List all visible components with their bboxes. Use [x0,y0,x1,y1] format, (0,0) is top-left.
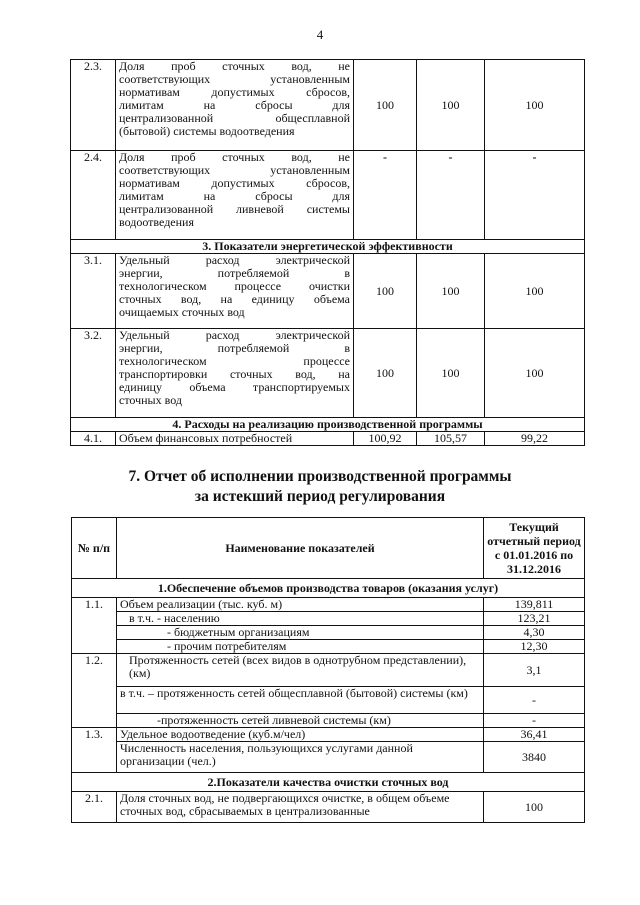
section-header [72,579,585,598]
section-header [71,240,585,254]
indicator-name: в т.ч. - населению [117,612,484,626]
value-cell: 105,57 [417,432,485,446]
value-cell: 100 [417,329,485,418]
indicator-name: - прочим потребителям [117,640,484,654]
page-number: 4 [316,27,324,42]
value-cell: - [417,151,485,240]
table-row [72,714,585,728]
table-row [71,151,585,240]
indicator-name: Удельное водоотведение (куб.м/чел) [117,728,484,742]
value-cell: - [485,151,585,240]
table-row [72,742,585,773]
section-title: 4. Расходы на реализацию производственной программы [71,418,585,432]
section-header [72,773,585,792]
value-cell: 100 [354,60,417,151]
value-cell: 4,30 [484,626,585,640]
value-cell: 99,22 [485,432,585,446]
value-cell: 100 [485,60,585,151]
indicator-name: Доля проб сточных вод, не соответствующих установленным нормативам допустимых сбросов, лимитам на сбросы для централизованной общесплавной (бытовой) системы водоотведения [116,60,354,151]
value-cell: 100 [484,792,585,823]
row-number: 1.2. [72,654,117,728]
table-row [71,60,585,151]
value-cell: 3840 [484,742,585,773]
report-table [71,517,585,823]
indicator-name: Доля проб сточных вод, не соответствующих установленным нормативам допустимых сбросов, лимитам на сбросы для централизованной ливневой системы водоотведения [116,151,354,240]
section-title: 1.Обеспечение объемов производства товаров (оказания услуг) [72,579,585,598]
value-cell: - [484,687,585,714]
section-title: 2.Показатели качества очистки сточных вод [72,773,585,792]
header-period: Текущий отчетный период с 01.01.2016 по 31.12.2016 [484,518,585,579]
table-row [71,254,585,329]
indicator-name: Удельный расход электрической энергии, потребляемой в технологическом процессе транспортировки сточных вод, на единицу объема транспортируемых сточных вод [116,329,354,418]
value-cell: 100 [417,60,485,151]
value-cell: 100,92 [354,432,417,446]
table-row [72,640,585,654]
section-7-title: 7. Отчет об исполнении производственной программы за истекший период регулирования [128,468,512,505]
row-number: 2.4. [71,151,116,240]
value-cell: 100 [485,254,585,329]
indicator-name: Протяженность сетей (всех видов в однотрубном представлении), (км) [117,654,484,687]
value-cell: 100 [485,329,585,418]
value-cell: 100 [417,254,485,329]
table-row [72,626,585,640]
section-header [71,418,585,432]
table-row [71,329,585,418]
indicator-name: Объем финансовых потребностей [116,432,354,446]
value-cell: 139,811 [484,598,585,612]
indicator-name: -протяженность сетей ливневой системы (км) [117,714,484,728]
row-number: 1.1. [72,598,117,654]
indicator-name: Численность населения, пользующихся услугами данной организации (чел.) [117,742,484,773]
row-number: 3.1. [71,254,116,329]
table-row [72,598,585,612]
row-number: 4.1. [71,432,116,446]
table-row [72,612,585,626]
row-number: 2.1. [72,792,117,823]
value-cell: 100 [354,254,417,329]
value-cell: - [354,151,417,240]
section-title: 3. Показатели энергетической эффективности [71,240,585,254]
value-cell: 100 [354,329,417,418]
value-cell: 36,41 [484,728,585,742]
header-num: № п/п [72,518,117,579]
indicator-name: в т.ч. – протяженность сетей общесплавной (бытовой) системы (км) [117,687,484,714]
indicator-name: Доля сточных вод, не подвергающихся очистке, в общем объеме сточных вод, сбрасываемых в централизованные [117,792,484,823]
indicator-name: Объем реализации (тыс. куб. м) [117,598,484,612]
indicators-table-continued [70,59,585,446]
table-header-row [72,518,585,579]
row-number: 2.3. [71,60,116,151]
indicator-name: - бюджетным организациям [117,626,484,640]
indicator-name: Удельный расход электрической энергии, потребляемой в технологическом процессе очистки сточных вод, на единицу объема очищаемых сточных вод [116,254,354,329]
value-cell: - [484,714,585,728]
row-number: 1.3. [72,728,117,773]
row-number: 3.2. [71,329,116,418]
table-row [72,687,585,714]
header-name: Наименование показателей [117,518,484,579]
table-row [72,792,585,823]
table-row [72,728,585,742]
value-cell: 3,1 [484,654,585,687]
value-cell: 12,30 [484,640,585,654]
table-row [72,654,585,687]
table-row [71,432,585,446]
value-cell: 123,21 [484,612,585,626]
